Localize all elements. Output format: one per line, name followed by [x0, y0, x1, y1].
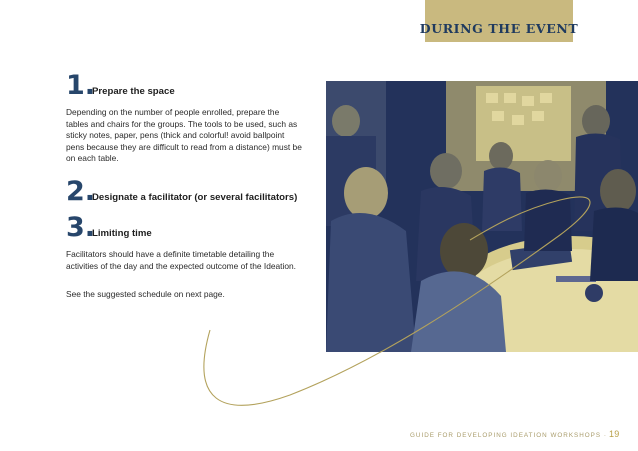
- step-1-description: Depending on the number of people enrolled, prepare the tables and chairs for the groups. The tools to be used, such as sticky notes, paper, pens (thick and colorful! avoid ballpoint pens because they are difficult to read from a distance) must be on each table.: [66, 107, 302, 164]
- step-3-title: Limiting time: [92, 228, 152, 239]
- step-3-heading: [66, 212, 152, 243]
- workshop-photo: [326, 81, 638, 352]
- section-header-band: [419, 0, 579, 42]
- step-1-number: 1.: [66, 70, 96, 101]
- step-3-number: 3.: [66, 212, 96, 243]
- footer-guide-title: GUIDE FOR DEVELOPING IDEATION WORKSHOPS ·: [410, 432, 607, 439]
- page-number: 19: [608, 429, 620, 439]
- step-3-description: Facilitators should have a definite timetable detailing the activities of the day and the expected outcome of the Ideation.: [66, 249, 296, 271]
- step-2-number: 2.: [66, 176, 96, 207]
- workshop-photo-illustration: [326, 81, 638, 352]
- step-3-schedule-note: See the suggested schedule on next page.: [66, 289, 225, 299]
- step-1-heading: [66, 70, 175, 101]
- section-title: DURING THE EVENT: [419, 21, 579, 36]
- step-2-title: Designate a facilitator (or several facilitators): [92, 192, 298, 203]
- step-1-title: Prepare the space: [92, 86, 175, 97]
- page-footer: [410, 429, 620, 439]
- step-2-heading: [66, 176, 297, 207]
